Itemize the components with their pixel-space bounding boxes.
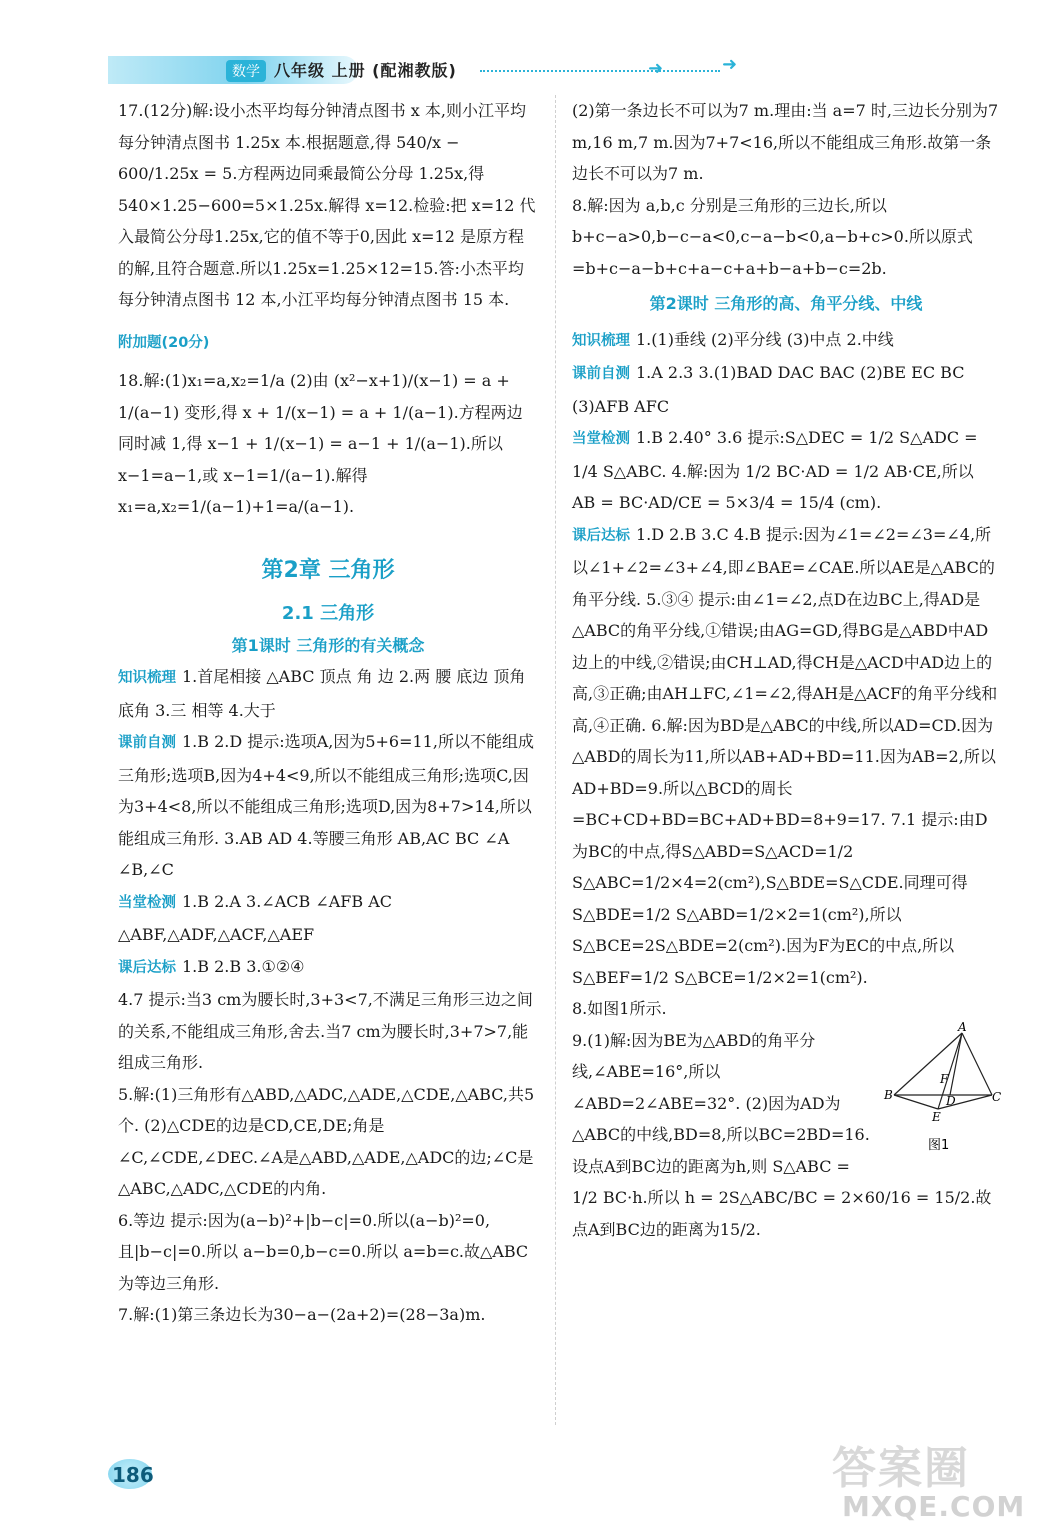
- answer-6: 6.等边 提示:因为(a−b)²+|b−c|=0.所以(a−b)²=0,且|b−c|=0.所以 a−b=0,b−c=0.所以 a=b=c.故△ABC为等边三角形.: [118, 1210, 529, 1293]
- section-label: 课后达标: [572, 527, 630, 544]
- bonus-title: 附加题(20分): [118, 334, 210, 351]
- label-e: E: [932, 1109, 941, 1124]
- answer-4: 4.7 提示:当3 cm为腰长时,3+3<7,不满足三角形三边之间的关系,不能组成三角形,舍去.当7 cm为腰长时,3+7>7,能组成三角形.: [118, 990, 533, 1072]
- answer-7: 7.解:(1)第三条边长为30−a−(2a+2)=(28−3a)m.: [118, 1305, 486, 1324]
- answer-9: 9.(1)解:因为BE为△ABD的角平分线,∠ABE=16°,所以∠ABD=2∠ABE=32°. (2)因为AD为△ABC的中线,BD=8,所以BC=2BD=16.设点A到BC边的距离为h,则 S△ABC = 1/2 BC·h.所以 h = 2S△ABC/BC = 2×60/16 = 15/2.故点A到BC边的距离为15/2.: [572, 1030, 992, 1239]
- book-title: 八年级 上册 (配湘教版): [274, 61, 457, 80]
- section-label: 当堂检测: [572, 431, 630, 447]
- section-label: 当堂检测: [118, 894, 176, 911]
- chapter-title: 第2章 三角形: [261, 557, 395, 583]
- subject-badge: 数学: [226, 60, 266, 82]
- section-title: 2.1 三角形: [281, 603, 375, 624]
- header-dotted-line: [480, 70, 720, 72]
- section-label: 知识梳理: [118, 670, 176, 686]
- lesson-title: 第1课时 三角形的有关概念: [231, 635, 425, 655]
- section-label: 课后达标: [118, 959, 176, 976]
- arrow-right-icon: ➜: [648, 58, 664, 79]
- arrow-right-icon: ➜: [722, 54, 738, 75]
- label-a: A: [958, 1019, 967, 1034]
- label-c: C: [992, 1089, 1002, 1104]
- answer-17: 17.(12分)解:设小杰平均每分钟清点图书 x 本,则小江平均每分钟清点图书 1.25x 本.根据题意,得 540/x − 600/1.25x = 5.方程两边同乘最简公分母 1.25x,得 540×1.25−600=5×1.25x.解得 x=12.检验:把 x=12 代入最简公分母1.25x,它的值不等于0,因此 x=12 是原方程的解,且符合题意.所以1.25x=1.25×12=15.答:小杰平均每分钟清点图书 12 本,小江平均每分钟清点图书 15 本.: [118, 101, 536, 309]
- watermark: [832, 1432, 1026, 1528]
- page-header: [108, 52, 748, 92]
- lesson-title: 第2课时 三角形的高、角平分线、中线: [649, 294, 923, 313]
- answer-7-part2: (2)第一条边长不可以为7 m.理由:当 a=7 时,三边长分别为7 m,16 m,7 m.因为7+7<16,所以不能组成三角形.故第一条边长不可以为7 m.: [572, 101, 999, 183]
- section-label: 课前自测: [572, 366, 630, 382]
- page-number-text: 186: [112, 1463, 154, 1487]
- section-label: 课前自测: [118, 735, 176, 751]
- answer-text: 1.首尾相接 △ABC 顶点 角 边 2.两 腰 底边 顶角 底角 3.三 相等 4.大于: [118, 667, 526, 720]
- left-column: [118, 95, 538, 1331]
- watermark-logo-text: 答案圈: [832, 1443, 970, 1494]
- label-d: D: [946, 1093, 956, 1108]
- answer-text: 1.B 2.B 3.①②④: [182, 956, 305, 976]
- column-divider: [555, 95, 556, 1425]
- label-f: F: [940, 1071, 949, 1086]
- answer-8: 8.解:因为 a,b,c 分别是三角形的三边长,所以 b+c−a>0,b−c−a<0,c−a−b<0,a−b+c>0.所以原式=b+c−a−b+c+a−c+a+b−a+b−c=2b.: [572, 195, 973, 278]
- page-number: [108, 1455, 156, 1493]
- answer-text: 1.B 2.A 3.∠ACB ∠AFB AC △ABF,△ADF,△ACF,△AEF: [118, 891, 393, 944]
- answer-text: 1.A 2.3 3.(1)BAD DAC BAC (2)BE EC BC (3)AFB AFC: [572, 363, 965, 416]
- answer-text: 1.B 2.D 提示:选项A,因为5+6=11,所以不能组成三角形;选项B,因为4+4<9,所以不能组成三角形;选项C,因为3+4<8,所以不能组成三角形;选项D,因为8+7>14,所以能组成三角形. 3.AB AD 4.等腰三角形 AB,AC BC ∠A ∠B,∠C: [118, 732, 534, 879]
- label-b: B: [884, 1087, 893, 1102]
- answer-18: 18.解:(1)x₁=a,x₂=1/a (2)由 (x²−x+1)/(x−1) = a + 1/(a−1) 变形,得 x + 1/(x−1) = a + 1/(a−1).方程两边同时减 1,得 x−1 + 1/(x−1) = a−1 + 1/(a−1).所以 x−1=a−1,或 x−1=1/(a−1).解得 x₁=a,x₂=1/(a−1)+1=a/(a−1).: [118, 371, 523, 516]
- answer-text: 1.(1)垂线 (2)平分线 (3)中点 2.中线: [636, 329, 894, 349]
- answer-5: 5.解:(1)三角形有△ABD,△ADC,△ADE,△CDE,△ABC,共5个. (2)△CDE的边是CD,CE,DE;角是∠C,∠CDE,∠DEC.∠A是△ABD,△ADE,△ADC的边;∠C是△ABC,△ADC,△CDE的内角.: [118, 1084, 535, 1198]
- triangle-figure: [884, 1019, 1002, 1157]
- right-column: [572, 95, 1000, 1245]
- figure-caption: 图1: [928, 1137, 950, 1153]
- answer-text: 1.D 2.B 3.C 4.B 提示:因为∠1=∠2=∠3=∠4,所以∠1+∠2=∠3+∠4,即∠BAE=∠CAE.所以AE是△ABC的角平分线. 5.③④ 提示:由∠1=∠2,点D在边BC上,得AD是△ABC的角平分线,①错误;由AG=GD,得BG是△ABD中AD边上的中线,②错误;由CH⊥AD,得CH是△ACD中AD边上的高,③正确;由AH⊥FC,∠1=∠2,得AH是△ACF的角平分线和高,④正确. 6.解:因为BD是△ABC的中线,所以AD=CD.因为△ABD的周长为11,所以AB+AD+BD=11.因为AB=2,所以AD+BD=9.所以△BCD的周长=BC+CD+BD=BC+AD+BD=8+9=17. 7.1 提示:由D为BC的中点,得S△ABD=S△ACD=1/2 S△ABC=1/2×4=2(cm²),S△BDE=S△CDE.同理可得 S△BDE=1/2 S△ABD=1/2×2=1(cm²),所以 S△BCE=2S△BDE=2(cm²).因为F为EC的中点,所以 S△BEF=1/2 S△BCE=1/2×2=1(cm²).: [572, 524, 998, 987]
- section-label: 知识梳理: [572, 332, 630, 349]
- answer-8-figure-ref: 8.如图1所示.: [572, 999, 667, 1018]
- answer-text: 1.B 2.40° 3.6 提示:S△DEC = 1/2 S△ADC = 1/4 S△ABC. 4.解:因为 1/2 BC·AD = 1/2 AB·CE,所以 AB = BC·AD/CE = 5×3/4 = 15/4 (cm).: [572, 428, 978, 512]
- watermark-url: MXQE.COM: [842, 1490, 1026, 1523]
